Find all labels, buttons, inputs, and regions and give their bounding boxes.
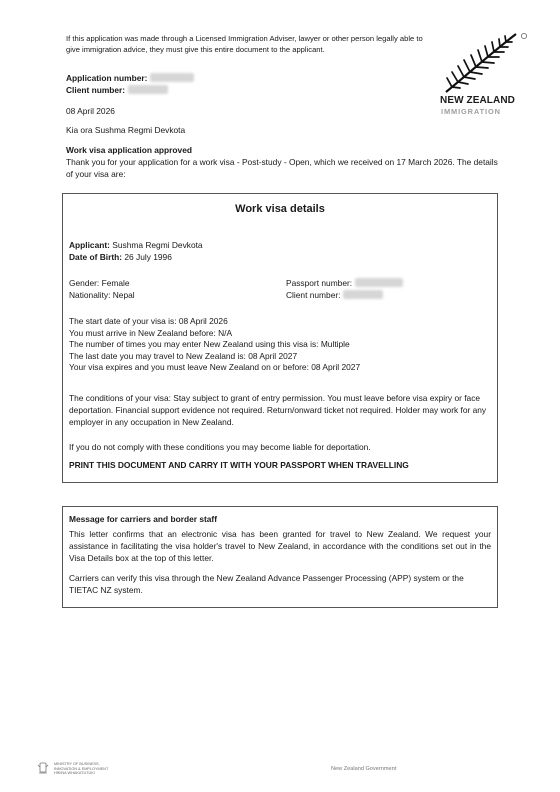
print-notice: PRINT THIS DOCUMENT AND CARRY IT WITH YOUR PASSPORT WHEN TRAVELLING [69,460,409,470]
approval-heading: Work visa application approved [66,145,192,155]
carrier-verification: Carriers can verify this visa through the New Zealand Advance Passenger Processing (APP) system or the TIETAC NZ system. [69,573,464,595]
application-number-label: Application number: [66,73,148,83]
redacted-application-number [150,73,194,82]
applicant-line [69,240,203,252]
logo-new-zealand: NEW ZEALAND [440,95,515,106]
work-visa-details-box [62,193,498,483]
ministry-line-2: INNOVATION & EMPLOYMENT [54,766,109,771]
visa-client-label: Client number: [286,290,341,300]
passport-line [286,278,403,290]
entry-count: The number of times you may enter New Zealand using this visa is: Multiple [69,339,350,350]
dob-line [69,252,172,264]
carrier-message-box [62,506,498,608]
visa-box-title: Work visa details [235,203,325,215]
greeting: Kia ora Sushma Regmi Devkota [66,125,186,135]
coat-of-arms-icon [36,761,50,775]
nationality-line: Nationality: Nepal [69,290,135,300]
redacted-passport-number [355,278,403,287]
client-line [286,290,383,302]
reference-numbers [66,73,194,97]
carrier-message: This letter confirms that an electronic visa has been granted for travel to New Zealand. We request your assistance in facilitating the visa holder's travel to New Zealand, in accordance with the conditions set out in the Visa Details box at the top of this letter. [69,529,491,563]
gender-line: Gender: Female [69,278,130,288]
applicant-name: Sushma Regmi Devkota [109,240,203,250]
visa-dates [69,316,491,374]
dob-value: 26 July 1996 [122,252,172,262]
logo-immigration: IMMIGRATION [441,107,501,116]
ministry-line-3: HĪKINA WHAKATUTUKI [54,771,95,776]
letter-date: 08 April 2026 [66,106,115,116]
ministry-line-1: MINISTRY OF BUSINESS, [54,762,100,766]
client-number-label: Client number: [66,85,126,95]
last-travel-date: The last date you may travel to New Zealand is: 08 April 2027 [69,350,298,361]
visa-conditions: The conditions of your visa: Stay subject to grant of entry permission. You must leave before visa expiry or face deportation. Financial support evidence not required. Return/onward ticket not required. Holder may work for any employer in any occupation in New Zealand. [69,393,487,428]
redacted-client-number [128,85,168,94]
adviser-notice: If this application was made through a Licensed Immigration Adviser, lawyer or other person legally able to give immigration advice, they must give this entire document to the applicant. [66,34,423,55]
passport-label: Passport number: [286,278,353,288]
arrival-deadline: You must arrive in New Zealand before: N/A [69,327,233,338]
carrier-box-title: Message for carriers and border staff [69,514,218,524]
nz-government-logo: New Zealand Government [331,766,397,772]
applicant-label: Applicant: [69,240,110,250]
approval-message: Thank you for your application for a work visa - Post-study - Open, which we received on 17 March 2026. The details of your visa are: [66,157,498,179]
dob-label: Date of Birth: [69,252,123,262]
deportation-warning: If you do not comply with these conditions you may become liable for deportation. [69,442,371,452]
ministry-name [54,762,108,776]
visa-expiry: Your visa expires and you must leave New Zealand on or before: 08 April 2027 [69,362,361,373]
silver-fern-icon [438,30,530,94]
redacted-visa-client-number [343,290,383,299]
visa-start-date: The start date of your visa is: 08 April 2026 [69,316,228,326]
